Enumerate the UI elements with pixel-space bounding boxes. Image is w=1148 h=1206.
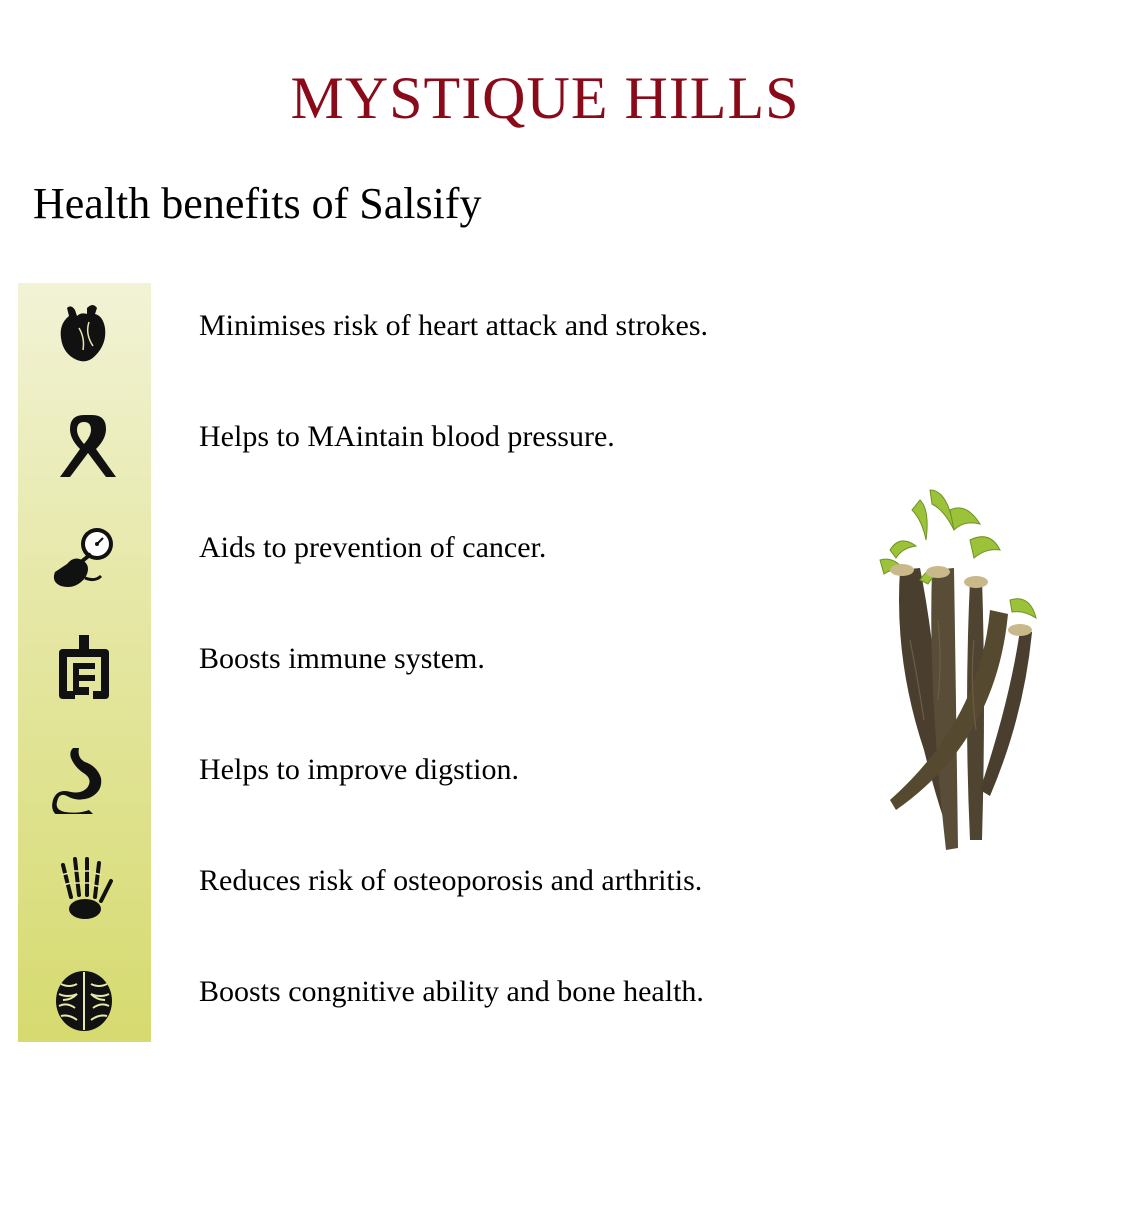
blood-pressure-gauge-icon [44, 517, 124, 597]
benefit-item [0, 727, 820, 838]
benefit-item [0, 283, 820, 394]
benefit-list [0, 283, 820, 1060]
benefit-text: Boosts congnitive ability and bone health. [199, 975, 704, 1008]
heart-icon [44, 295, 124, 375]
awareness-ribbon-icon [44, 406, 124, 486]
benefit-text: Aids to prevention of cancer. [199, 531, 547, 564]
hand-bones-icon [44, 850, 124, 930]
benefit-item [0, 616, 820, 727]
benefit-text: Minimises risk of heart attack and strokes. [199, 309, 709, 342]
benefit-text: Helps to improve digstion. [199, 753, 519, 786]
benefit-text: Helps to MAintain blood pressure. [199, 420, 615, 453]
stomach-icon [44, 739, 124, 819]
brand-title: MYSTIQUE HILLS [290, 65, 800, 131]
brain-icon [44, 961, 124, 1041]
salsify-roots-image [860, 480, 1060, 860]
page-heading: Health benefits of Salsify [33, 179, 482, 228]
intestines-icon [44, 628, 124, 708]
benefit-item [0, 949, 820, 1060]
benefit-item [0, 394, 820, 505]
benefit-item [0, 838, 820, 949]
benefit-item [0, 505, 820, 616]
benefit-text: Reduces risk of osteoporosis and arthritis. [199, 864, 703, 897]
benefit-text: Boosts immune system. [199, 642, 485, 675]
